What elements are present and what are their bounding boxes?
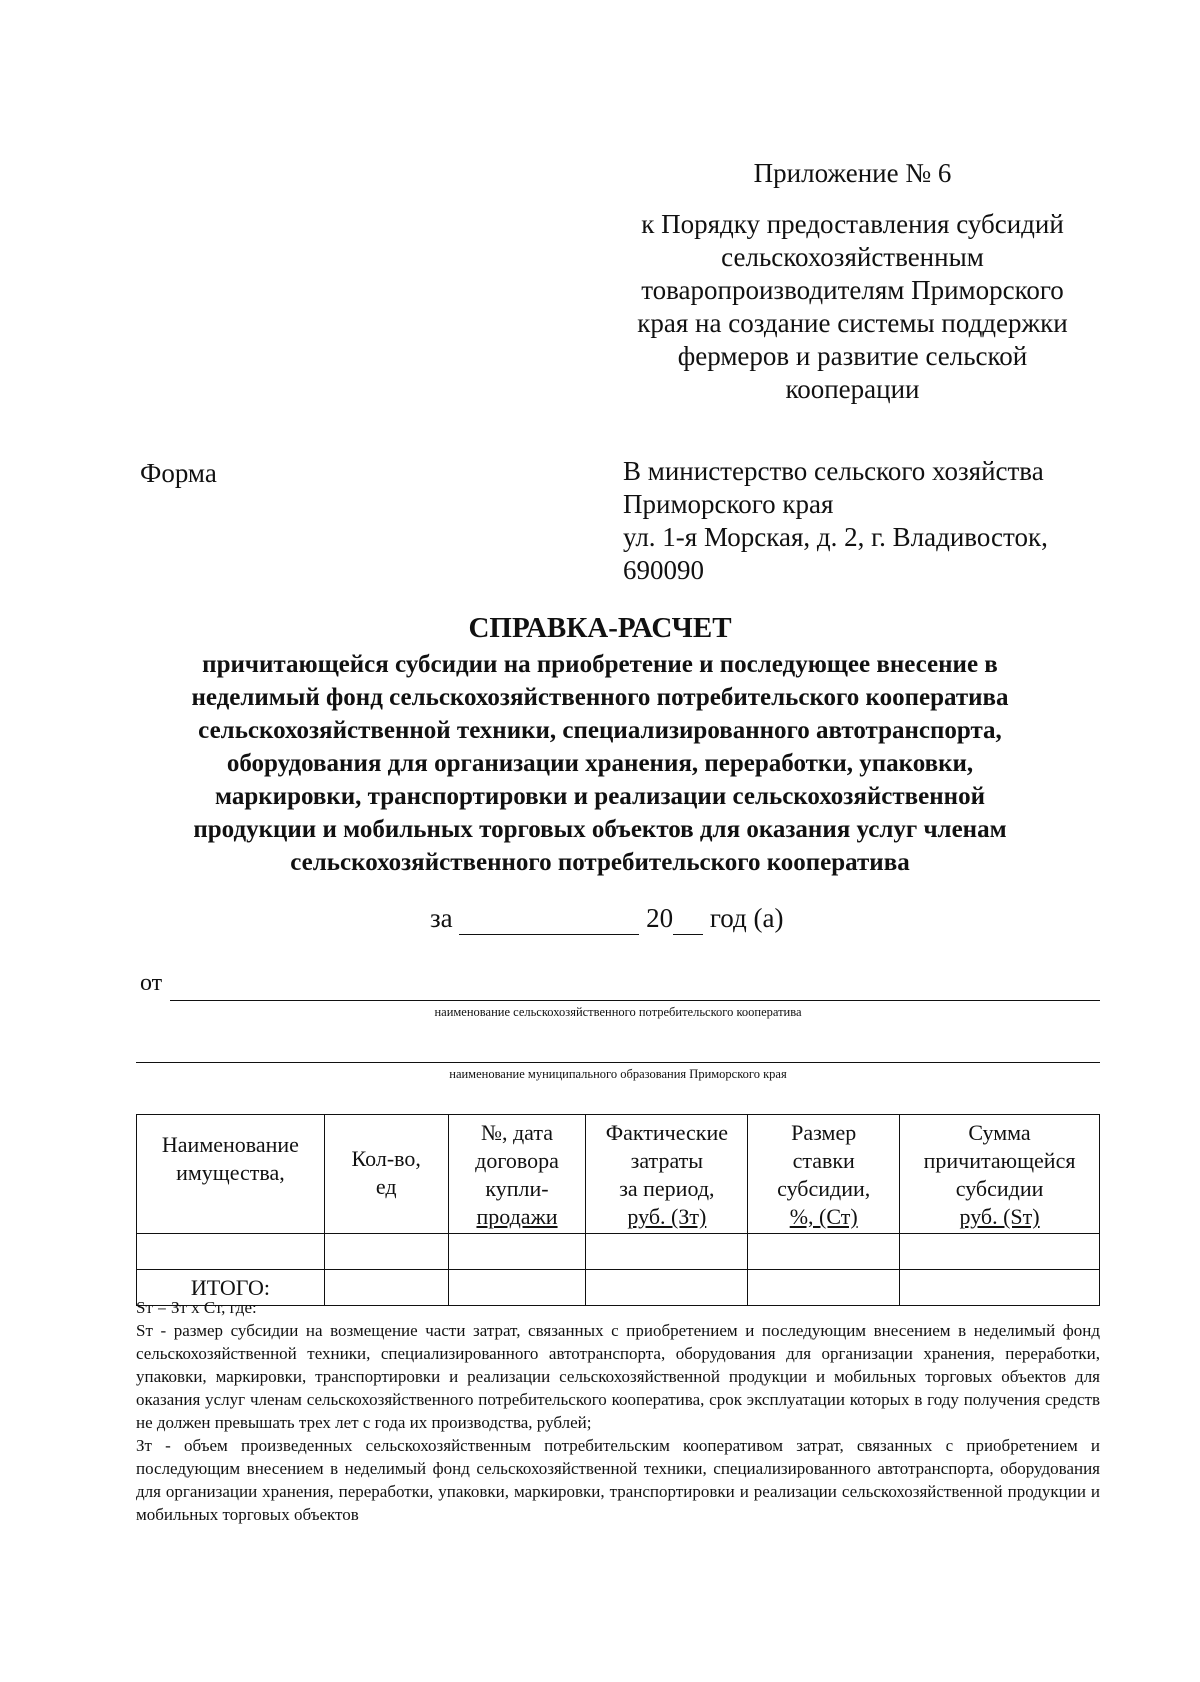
document-subtitle [120, 648, 1080, 879]
header-text: договора [475, 1148, 559, 1173]
header-text: %, (Ст) [789, 1204, 858, 1229]
recipient-address [623, 455, 1048, 587]
appendix-title: Приложение № 6 [753, 158, 952, 188]
header-actual-costs [586, 1115, 748, 1234]
address-line: Приморского края [623, 489, 834, 519]
table-cell[interactable] [748, 1234, 900, 1270]
header-text: субсидии [955, 1176, 1044, 1201]
subtitle-line: продукции и мобильных торговых объектов для оказания услуг членам [193, 816, 1007, 843]
table-cell[interactable] [448, 1234, 586, 1270]
calculation-table [136, 1114, 1100, 1306]
subtitle-line: причитающейся субсидии на приобретение и последующее внесение в [202, 651, 998, 678]
header-text: Сумма [968, 1120, 1031, 1145]
header-subsidy-amount [900, 1115, 1100, 1234]
header-text: продажи [476, 1204, 558, 1229]
header-contract [448, 1115, 586, 1234]
appendix-line: товаропроизводителям Приморского [641, 275, 1064, 305]
from-label: от [140, 970, 163, 996]
municipality-name-field[interactable] [136, 1062, 1100, 1063]
address-line: ул. 1-я Морская, д. 2, г. Владивосток, [623, 522, 1048, 552]
subtitle-line: оборудования для организации хранения, переработки, упаковки, [226, 750, 974, 777]
header-text: за период, [619, 1176, 715, 1201]
table-row [137, 1234, 1100, 1270]
header-text: ед [375, 1174, 397, 1199]
subtitle-line: сельскохозяйственного потребительского кооператива [290, 849, 910, 876]
formula-notes [136, 1296, 1100, 1526]
cooperative-name-field[interactable] [170, 1000, 1100, 1001]
header-text: затраты [630, 1148, 704, 1173]
header-text: ставки [792, 1148, 855, 1173]
appendix-line: кооперации [785, 374, 920, 404]
municipality-caption: наименование муниципального образования Приморского края [449, 1067, 787, 1081]
table-cell[interactable] [324, 1234, 448, 1270]
address-line: В министерство сельского хозяйства [623, 456, 1044, 486]
period-year-prefix: 20 [646, 903, 674, 933]
year-blank-field[interactable] [673, 903, 703, 935]
header-text: субсидии, [777, 1176, 871, 1201]
header-text: имущества, [176, 1160, 285, 1185]
header-text: руб. (Sт) [959, 1204, 1040, 1229]
total-label: ИТОГО: [137, 1270, 325, 1306]
period-suffix: год (а) [709, 903, 784, 933]
header-text: Размер [791, 1120, 857, 1145]
appendix-line: края на создание системы поддержки [637, 308, 1068, 338]
appendix-line: фермеров и развитие сельской [677, 341, 1028, 371]
header-text: руб. (Зт) [627, 1204, 707, 1229]
st-definition: Sт - размер субсидии на возмещение части затрат, связанных с приобретением и последующим внесением в неделимый фонд сельскохозяйственной техники, специализированного автотранспорта, оборудования для организации хранения, переработки, упаковки, маркировки, транспортировки и реализации сельскохозяйственной продукции и мобильных торговых объектов для оказания услуг членам сельскохозяйственного потребительского кооператива, срок эксплуатации которых в году получения средств не должен превышать трех лет с года их производства, рублей; [136, 1321, 1100, 1432]
document-title: СПРАВКА-РАСЧЕТ [468, 612, 732, 644]
form-label: Форма [140, 458, 217, 488]
subtitle-line: неделимый фонд сельскохозяйственного потребительского кооператива [191, 684, 1009, 711]
zt-definition: Зт - объем произведенных сельскохозяйственным потребительским кооперативом затрат, связанных с приобретением и последующим внесением в неделимый фонд сельскохозяйственной техники, специализированного автотранспорта, оборудования для организации хранения, переработки, упаковки, маркировки, транспортировки и реализации сельскохозяйственной продукции и мобильных торговых объектов [136, 1436, 1100, 1524]
table-cell[interactable] [900, 1234, 1100, 1270]
subtitle-line: сельскохозяйственной техники, специализированного автотранспорта, [198, 717, 1002, 744]
header-text: купли- [485, 1176, 549, 1201]
period-blank-field[interactable] [459, 903, 639, 935]
header-text: Фактические [605, 1120, 729, 1145]
subtitle-line: маркировки, транспортировки и реализации сельскохозяйственной [215, 783, 985, 810]
period-prefix: за [430, 903, 453, 933]
header-text: Наименование [161, 1132, 299, 1157]
table-cell[interactable] [137, 1234, 325, 1270]
header-quantity [324, 1115, 448, 1234]
appendix-reference [590, 208, 1115, 406]
header-text: причитающейся [923, 1148, 1076, 1173]
appendix-line: сельскохозяйственным [721, 242, 984, 272]
formula-line: Sт = Зт х Ст, где: [136, 1298, 257, 1317]
table-cell[interactable] [586, 1234, 748, 1270]
header-text: №, дата [480, 1120, 554, 1145]
cooperative-caption: наименование сельскохозяйственного потребительского кооператива [434, 1005, 802, 1019]
header-text: Кол-во, [351, 1146, 421, 1171]
period-line [430, 903, 783, 935]
address-line: 690090 [623, 555, 704, 585]
header-subsidy-rate [748, 1115, 900, 1234]
header-property-name [137, 1115, 325, 1234]
table-header-row [137, 1115, 1100, 1234]
appendix-line: к Порядку предоставления субсидий [641, 209, 1064, 239]
